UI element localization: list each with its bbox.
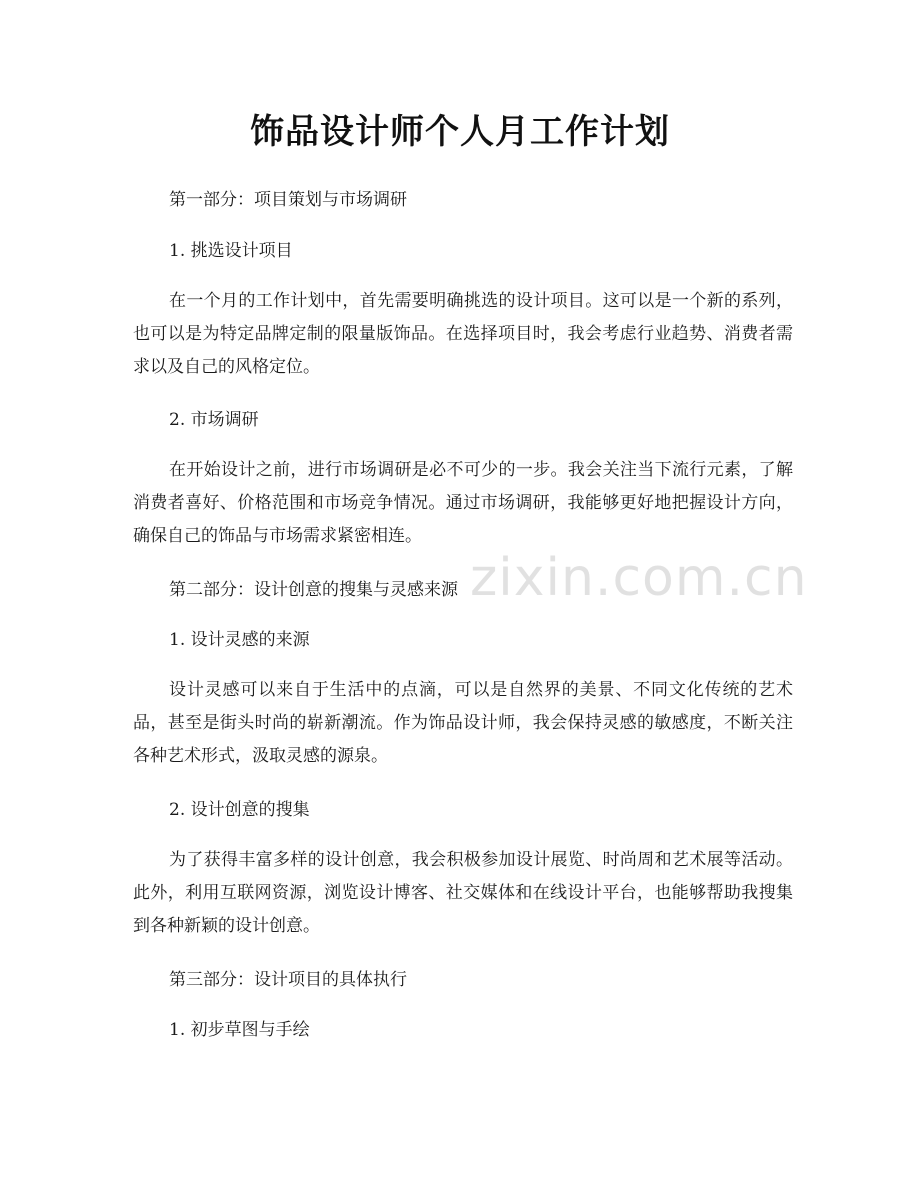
- section-heading-2: 第二部分：设计创意的搜集与灵感来源: [169, 580, 458, 600]
- paragraph-1-2: 在开始设计之前，进行市场调研是必不可少的一步。我会关注当下流行元素，了解消费者喜好、价格范围和市场竞争情况。通过市场调研，我能够更好地把握设计方向，确保自己的饰品与市场需求紧密相连。: [133, 460, 793, 546]
- paragraph-2-1: 设计灵感可以来自于生活中的点滴，可以是自然界的美景、不同文化传统的艺术品，甚至是街头时尚的崭新潮流。作为饰品设计师，我会保持灵感的敏感度，不断关注各种艺术形式，汲取灵感的源泉。: [133, 680, 793, 766]
- subheading-2-1: 1. 设计灵感的来源: [169, 630, 310, 650]
- paragraph-1-1: 在一个月的工作计划中，首先需要明确挑选的设计项目。这可以是一个新的系列，也可以是为特定品牌定制的限量版饰品。在选择项目时，我会考虑行业趋势、消费者需求以及自己的风格定位。: [133, 291, 793, 377]
- subheading-1-1: 1. 挑选设计项目: [169, 241, 293, 261]
- watermark: zixin.com.cn: [470, 548, 808, 608]
- paragraph-2-2: 为了获得丰富多样的设计创意，我会积极参加设计展览、时尚周和艺术展等活动。此外，利用互联网资源，浏览设计博客、社交媒体和在线设计平台，也能够帮助我搜集到各种新颖的设计创意。: [133, 850, 793, 936]
- document-title: 饰品设计师个人月工作计划: [250, 112, 670, 152]
- subheading-3-1: 1. 初步草图与手绘: [169, 1020, 310, 1040]
- section-heading-1: 第一部分：项目策划与市场调研: [169, 190, 407, 210]
- subheading-2-2: 2. 设计创意的搜集: [169, 800, 310, 820]
- section-heading-3: 第三部分：设计项目的具体执行: [169, 970, 407, 990]
- subheading-1-2: 2. 市场调研: [169, 410, 259, 430]
